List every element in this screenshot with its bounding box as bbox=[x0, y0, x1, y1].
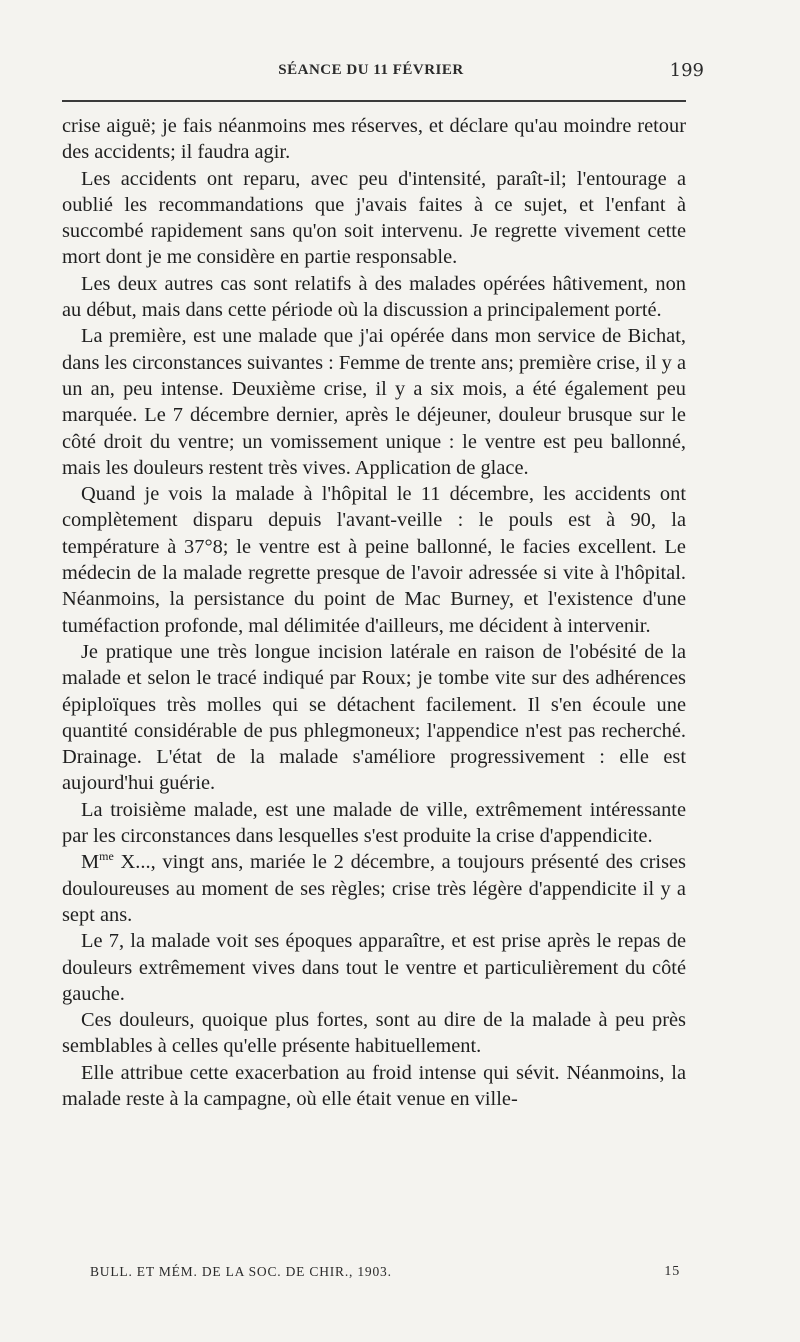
body-text bbox=[62, 113, 686, 1112]
paragraph-6: Je pratique une très longue incision latérale en raison de l'obésité de la malade et selon le tracé indiqué par Roux; je tombe vite sur des adhérences épiploïques très molles qui se détachent facilement. Il s'en écoule une quantité considérable de pus phlegmoneux; l'appendice n'est pas recherché. Drainage. L'état de la malade s'améliore progressivement : elle est aujourd'hui guérie. bbox=[62, 640, 686, 795]
paragraph-11: Elle attribue cette exacerbation au froid intense qui sévit. Néanmoins, la malade reste à la campagne, où elle était venue en ville- bbox=[62, 1061, 686, 1110]
paragraph-8 bbox=[62, 849, 686, 928]
mme-abbrev bbox=[81, 851, 114, 873]
paragraph-7: La troisième malade, est une malade de ville, extrêmement intéressante par les circonstances dans lesquelles s'est produite la crise d'appendicite. bbox=[62, 798, 686, 848]
paragraph-3: Les deux autres cas sont relatifs à des malades opérées hâtivement, non au début, mais dans cette période où la discussion a principalement porté. bbox=[62, 272, 686, 322]
running-title: SÉANCE DU 11 FÉVRIER bbox=[278, 62, 464, 78]
mme-base: M bbox=[81, 851, 100, 874]
page-header bbox=[62, 58, 704, 88]
paragraph-9: Le 7, la malade voit ses époques apparaître, et est prise après le repas de douleurs extrêmement vives dans tout le ventre et particulièrement du côté gauche. bbox=[62, 930, 686, 1005]
paragraph-8-text: X..., vingt ans, mariée le 2 décembre, a toujours présenté des crises douloureuses au moment de ses règles; crise très légère d'appendicite il y a sept ans. bbox=[62, 851, 686, 926]
paragraph-4: La première, est une malade que j'ai opérée dans mon service de Bichat, dans les circonstances suivantes : Femme de trente ans; première crise, il y a un an, peu intense. Deuxième crise, il y a six mois, a été également peu marquée. Le 7 décembre dernier, après le déjeuner, douleur brusque sur le côté droit du ventre; un vomissement unique : le ventre est peu ballonné, mais les douleurs restent très vives. Application de glace. bbox=[62, 325, 686, 479]
paragraph-1: crise aiguë; je fais néanmoins mes réserves, et déclare qu'au moindre retour des accidents; il faudra agir. bbox=[62, 115, 686, 164]
page-number: 199 bbox=[669, 60, 704, 81]
signature-mark: 15 bbox=[664, 1264, 680, 1279]
paragraph-2: Les accidents ont reparu, avec peu d'intensité, paraît-il; l'entourage a oublié les recommandations que j'avais faites à ce sujet, et l'enfant à succombé rapidement sans qu'on soit intervenu. Je regrette vivement cette mort dont je me considère en partie responsable. bbox=[62, 167, 686, 269]
paragraph-10: Ces douleurs, quoique plus fortes, sont au dire de la malade à peu près semblables à celles qu'elle présente habituellement. bbox=[62, 1009, 686, 1058]
page-footer bbox=[90, 1264, 680, 1286]
mme-sup: me bbox=[99, 849, 114, 864]
header-rule bbox=[62, 100, 686, 102]
footer-citation: BULL. ET MÉM. DE LA SOC. DE CHIR., 1903. bbox=[90, 1264, 392, 1279]
paragraph-5: Quand je vois la malade à l'hôpital le 11 décembre, les accidents ont complètement disparu depuis l'avant-veille : le pouls est à 90, la température à 37°8; le ventre est à peine ballonné, le facies excellent. Le médecin de la malade regrette presque de l'avoir adressée si vite à l'hôpital. Néanmoins, la persistance du point de Mac Burney, et l'existence d'une tuméfaction profonde, mal délimitée d'ailleurs, me décident à intervenir. bbox=[62, 483, 686, 637]
